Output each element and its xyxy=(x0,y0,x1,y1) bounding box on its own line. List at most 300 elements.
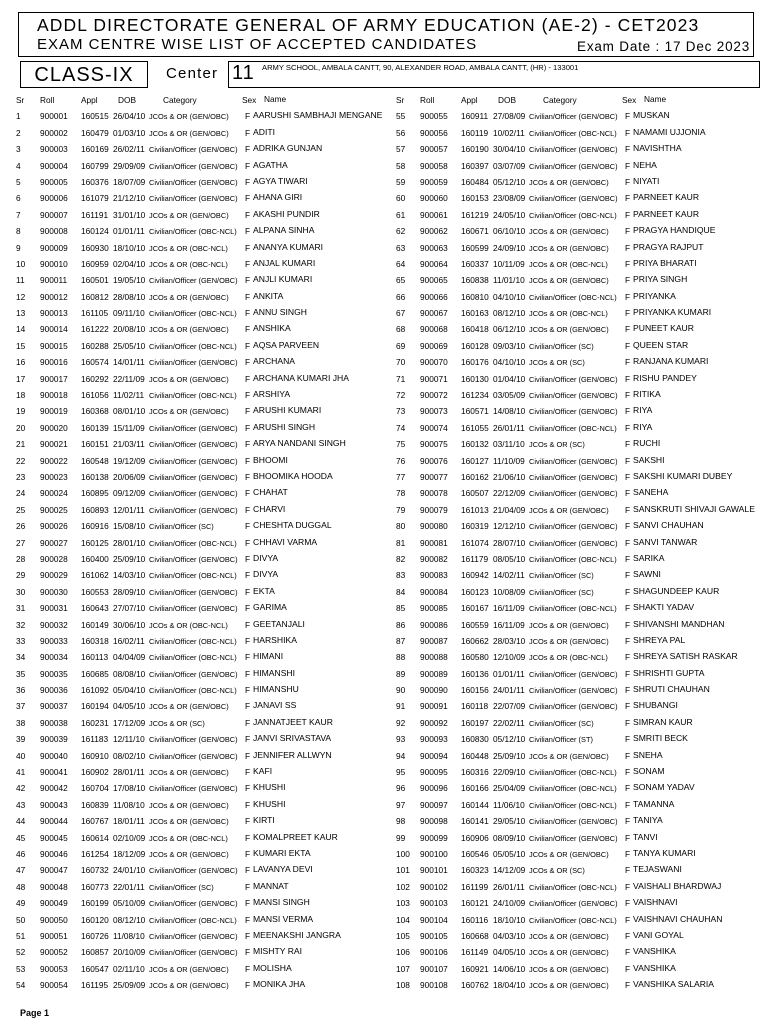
cell-sex: F xyxy=(625,340,631,351)
table-row xyxy=(16,617,399,633)
cell-sr: 32 xyxy=(16,619,26,630)
cell-sex: F xyxy=(625,439,631,450)
cell-sr: 65 xyxy=(396,275,406,286)
cell-roll: 900089 xyxy=(420,668,448,679)
cell-dob: 02/04/10 xyxy=(113,258,146,269)
cell-sr: 73 xyxy=(396,406,406,417)
cell-sr: 88 xyxy=(396,652,406,663)
page-number: Page 1 xyxy=(20,1008,50,1018)
cell-sr: 64 xyxy=(396,258,406,269)
cell-appl: 160156 xyxy=(461,685,489,696)
cell-dob: 19/05/10 xyxy=(113,275,146,286)
cell-appl: 160668 xyxy=(461,930,489,941)
cell-name: ADITI xyxy=(253,126,275,137)
cell-appl: 160176 xyxy=(461,357,489,368)
cell-appl: 160418 xyxy=(461,324,489,335)
cell-roll: 900078 xyxy=(420,488,448,499)
cell-category: JCOs & OR (GEN/OBC) xyxy=(529,276,609,286)
cell-roll: 900098 xyxy=(420,816,448,827)
cell-roll: 900046 xyxy=(40,848,68,859)
cell-name: CHAHAT xyxy=(253,487,288,498)
cell-appl: 160119 xyxy=(461,127,489,138)
cell-sex: F xyxy=(625,455,631,466)
cell-dob: 25/09/10 xyxy=(493,750,526,761)
cell-sr: 63 xyxy=(396,242,406,253)
cell-roll: 900107 xyxy=(420,963,448,974)
cell-appl: 160190 xyxy=(461,144,489,155)
cell-appl: 161079 xyxy=(81,193,109,204)
table-row xyxy=(396,731,768,747)
table-header xyxy=(396,92,768,108)
cell-name: SHAKTI YADAV xyxy=(633,602,695,613)
cell-appl: 160123 xyxy=(461,586,489,597)
cell-roll: 900019 xyxy=(40,406,68,417)
cell-roll: 900055 xyxy=(420,111,448,122)
cell-roll: 900005 xyxy=(40,176,68,187)
table-row xyxy=(16,944,399,960)
cell-appl: 160125 xyxy=(81,537,109,548)
cell-roll: 900104 xyxy=(420,914,448,925)
table-row xyxy=(16,207,399,223)
cell-sex: F xyxy=(625,947,631,958)
cell-roll: 900074 xyxy=(420,422,448,433)
cell-name: RIYA xyxy=(633,405,653,416)
cell-dob: 28/09/10 xyxy=(113,586,146,597)
cell-sr: 80 xyxy=(396,521,406,532)
cell-category: Civilian/Officer (OBC-NCL) xyxy=(529,800,617,810)
cell-name: JANNATJEET KAUR xyxy=(253,716,333,727)
cell-sex: F xyxy=(245,537,251,548)
cell-sex: F xyxy=(245,340,251,351)
table-row xyxy=(16,387,399,403)
cell-name: BHOOMIKA HOODA xyxy=(253,470,333,481)
cell-dob: 09/11/10 xyxy=(113,308,145,319)
cell-sr: 9 xyxy=(16,242,21,253)
cell-sex: F xyxy=(245,406,251,417)
cell-category: Civilian/Officer (GEN/OBC) xyxy=(529,407,618,417)
table-body-right xyxy=(396,108,768,993)
cell-appl: 160902 xyxy=(81,767,109,778)
cell-name: TANYA KUMARI xyxy=(633,847,696,858)
cell-sr: 58 xyxy=(396,160,406,171)
table-row xyxy=(16,420,399,436)
cell-name: CHESHTA DUGGAL xyxy=(253,520,332,531)
table-row xyxy=(396,321,768,337)
cell-dob: 03/07/09 xyxy=(493,160,526,171)
cell-category: JCOs & OR (OBC-NCL) xyxy=(149,833,228,843)
cell-name: KAFI xyxy=(253,766,273,777)
cell-category: Civilian/Officer (OBC-NCL) xyxy=(149,538,237,548)
cell-name: SIMRAN KAUR xyxy=(633,716,693,727)
table-row xyxy=(396,256,768,272)
cell-dob: 16/11/09 xyxy=(493,619,525,630)
cell-sr: 4 xyxy=(16,160,21,171)
document-header xyxy=(18,12,754,57)
cell-roll: 900009 xyxy=(40,242,68,253)
cell-dob: 18/10/10 xyxy=(493,914,526,925)
cell-name: PRIYANKA xyxy=(633,290,676,301)
cell-roll: 900075 xyxy=(420,439,448,450)
cell-roll: 900097 xyxy=(420,799,448,810)
cell-name: SHREYA PAL xyxy=(633,634,686,645)
cell-sr: 98 xyxy=(396,816,406,827)
cell-category: JCOs & OR (GEN/OBC) xyxy=(149,817,229,827)
cell-dob: 24/05/10 xyxy=(493,209,526,220)
cell-dob: 09/03/10 xyxy=(493,340,526,351)
cell-roll: 900010 xyxy=(40,258,68,269)
cell-category: Civilian/Officer (OBC-NCL) xyxy=(149,636,237,646)
cell-sr: 105 xyxy=(396,930,410,941)
cell-dob: 14/12/09 xyxy=(493,865,526,876)
cell-name: AQSA PARVEEN xyxy=(253,339,320,350)
cell-appl: 160906 xyxy=(461,832,489,843)
cell-sr: 53 xyxy=(16,963,26,974)
cell-dob: 01/03/10 xyxy=(113,127,146,138)
cell-category: Civilian/Officer (GEN/OBC) xyxy=(529,522,618,532)
cell-sr: 85 xyxy=(396,603,406,614)
cell-dob: 05/12/10 xyxy=(493,176,526,187)
cell-dob: 03/11/10 xyxy=(493,439,525,450)
cell-roll: 900018 xyxy=(40,390,68,401)
cell-appl: 160127 xyxy=(461,455,489,466)
cell-appl: 160479 xyxy=(81,127,109,138)
cell-dob: 11/06/10 xyxy=(493,799,525,810)
cell-roll: 900022 xyxy=(40,455,68,466)
cell-appl: 160292 xyxy=(81,373,109,384)
cell-appl: 160231 xyxy=(81,717,109,728)
cell-appl: 160559 xyxy=(461,619,489,630)
cell-sex: F xyxy=(245,144,251,155)
cell-category: Civilian/Officer (GEN/OBC) xyxy=(149,899,238,909)
cell-name: SHAGUNDEEP KAUR xyxy=(633,585,720,596)
table-row xyxy=(16,158,399,174)
cell-appl: 161222 xyxy=(81,324,109,335)
cell-category: Civilian/Officer (SC) xyxy=(149,882,214,892)
cell-category: Civilian/Officer (OBC-NCL) xyxy=(149,341,237,351)
cell-category: Civilian/Officer (GEN/OBC) xyxy=(149,276,238,286)
cell-sex: F xyxy=(245,160,251,171)
cell-dob: 04/10/10 xyxy=(493,291,526,302)
table-row xyxy=(16,174,399,190)
cell-dob: 08/01/10 xyxy=(113,406,146,417)
table-row xyxy=(16,797,399,813)
col-sex: Sex xyxy=(622,95,637,105)
cell-sr: 67 xyxy=(396,308,406,319)
cell-dob: 01/04/10 xyxy=(493,373,526,384)
cell-sex: F xyxy=(245,701,251,712)
table-row xyxy=(396,912,768,928)
cell-dob: 18/07/09 xyxy=(113,176,146,187)
cell-sex: F xyxy=(245,619,251,630)
cell-name: MISHTY RAI xyxy=(253,946,303,957)
cell-sex: F xyxy=(625,226,631,237)
cell-sex: F xyxy=(625,373,631,384)
cell-roll: 900033 xyxy=(40,635,68,646)
cell-sr: 62 xyxy=(396,226,406,237)
table-row xyxy=(16,764,399,780)
table-row xyxy=(396,190,768,206)
cell-appl: 160574 xyxy=(81,357,109,368)
cell-dob: 04/03/10 xyxy=(493,930,526,941)
cell-sr: 11 xyxy=(16,275,25,286)
cell-dob: 12/01/11 xyxy=(113,504,145,515)
cell-appl: 160167 xyxy=(461,603,489,614)
table-row xyxy=(16,223,399,239)
exam-date: Exam Date : 17 Dec 2023 xyxy=(577,39,750,54)
cell-roll: 900056 xyxy=(420,127,448,138)
cell-name: NIYATI xyxy=(633,175,660,186)
cell-dob: 28/03/10 xyxy=(493,635,526,646)
cell-sr: 84 xyxy=(396,586,406,597)
cell-dob: 04/05/10 xyxy=(493,947,526,958)
cell-category: JCOs & OR (OBC-NCL) xyxy=(149,620,228,630)
cell-category: JCOs & OR (GEN/OBC) xyxy=(529,505,609,515)
cell-category: Civilian/Officer (OBC-NCL) xyxy=(149,227,237,237)
cell-category: Civilian/Officer (OBC-NCL) xyxy=(529,554,617,564)
cell-dob: 09/12/09 xyxy=(113,488,146,499)
cell-category: JCOs & OR (GEN/OBC) xyxy=(529,636,609,646)
cell-category: Civilian/Officer (OBC-NCL) xyxy=(149,391,237,401)
cell-roll: 900025 xyxy=(40,504,68,515)
cell-dob: 21/03/11 xyxy=(113,439,145,450)
cell-sex: F xyxy=(625,258,631,269)
cell-appl: 160547 xyxy=(81,963,109,974)
candidate-table-right xyxy=(396,92,768,993)
cell-sex: F xyxy=(625,521,631,532)
cell-category: JCOs & OR (GEN/OBC) xyxy=(529,981,609,991)
cell-sex: F xyxy=(625,488,631,499)
cell-name: SMRITI BECK xyxy=(633,733,688,744)
cell-appl: 160376 xyxy=(81,176,109,187)
cell-dob: 15/11/09 xyxy=(113,422,145,433)
cell-sex: F xyxy=(625,734,631,745)
cell-name: JANAVI SS xyxy=(253,700,297,711)
cell-sex: F xyxy=(625,504,631,515)
cell-appl: 160138 xyxy=(81,471,109,482)
cell-name: PRAGYA RAJPUT xyxy=(633,241,704,252)
table-row xyxy=(16,256,399,272)
cell-sex: F xyxy=(245,816,251,827)
table-row xyxy=(396,502,768,518)
col-name: Name xyxy=(644,94,667,104)
table-row xyxy=(396,780,768,796)
cell-roll: 900020 xyxy=(40,422,68,433)
cell-appl: 160141 xyxy=(461,816,489,827)
cell-roll: 900028 xyxy=(40,553,68,564)
cell-dob: 04/10/10 xyxy=(493,357,526,368)
cell-dob: 28/08/10 xyxy=(113,291,146,302)
cell-roll: 900100 xyxy=(420,848,448,859)
cell-sr: 71 xyxy=(396,373,406,384)
table-row xyxy=(396,158,768,174)
cell-category: Civilian/Officer (GEN/OBC) xyxy=(529,161,618,171)
cell-dob: 04/05/10 xyxy=(113,701,146,712)
cell-category: JCOs & OR (GEN/OBC) xyxy=(529,964,609,974)
table-row xyxy=(396,813,768,829)
cell-appl: 160773 xyxy=(81,881,109,892)
table-row xyxy=(16,682,399,698)
cell-roll: 900053 xyxy=(40,963,68,974)
col-name: Name xyxy=(264,94,287,104)
cell-dob: 20/10/09 xyxy=(113,947,146,958)
cell-roll: 900052 xyxy=(40,947,68,958)
center-address: ARMY SCHOOL, AMBALA CANTT, 90, ALEXANDER ROAD, AMBALA CANTT, (HR) - 133001 xyxy=(262,63,579,72)
cell-category: Civilian/Officer (OBC-NCL) xyxy=(529,423,617,433)
table-row xyxy=(396,830,768,846)
cell-sex: F xyxy=(245,685,251,696)
cell-category: Civilian/Officer (GEN/OBC) xyxy=(529,538,618,548)
cell-dob: 26/01/11 xyxy=(493,881,525,892)
cell-name: PRIYANKA KUMARI xyxy=(633,307,712,318)
cell-roll: 900014 xyxy=(40,324,68,335)
cell-sex: F xyxy=(625,553,631,564)
cell-sex: F xyxy=(245,881,251,892)
table-row xyxy=(396,125,768,141)
cell-name: RANJANA KUMARI xyxy=(633,356,709,367)
cell-name: AHANA GIRI xyxy=(253,192,303,203)
cell-sex: F xyxy=(245,652,251,663)
cell-sex: F xyxy=(625,586,631,597)
cell-sex: F xyxy=(245,603,251,614)
table-row xyxy=(396,338,768,354)
cell-sr: 31 xyxy=(16,603,26,614)
directorate-title: ADDL DIRECTORATE GENERAL OF ARMY EDUCATION (AE-2) - CET2023 xyxy=(37,15,700,35)
cell-roll: 900059 xyxy=(420,176,448,187)
cell-name: SAKSHI xyxy=(633,454,665,465)
cell-sr: 42 xyxy=(16,783,26,794)
table-row xyxy=(396,584,768,600)
cell-sr: 15 xyxy=(16,340,26,351)
cell-appl: 161105 xyxy=(81,308,109,319)
table-row xyxy=(396,453,768,469)
cell-category: JCOs & OR (OBC-NCL) xyxy=(529,653,608,663)
table-row xyxy=(396,879,768,895)
cell-roll: 900072 xyxy=(420,390,448,401)
cell-dob: 23/08/09 xyxy=(493,193,526,204)
table-row xyxy=(396,436,768,452)
table-row xyxy=(396,469,768,485)
table-row xyxy=(16,633,399,649)
cell-sr: 41 xyxy=(16,767,26,778)
cell-roll: 900043 xyxy=(40,799,68,810)
cell-appl: 160368 xyxy=(81,406,109,417)
cell-sex: F xyxy=(625,390,631,401)
table-row xyxy=(396,617,768,633)
cell-roll: 900024 xyxy=(40,488,68,499)
cell-dob: 14/01/11 xyxy=(113,357,145,368)
cell-dob: 28/01/10 xyxy=(113,537,146,548)
cell-appl: 160799 xyxy=(81,160,109,171)
cell-sr: 48 xyxy=(16,881,26,892)
table-row xyxy=(396,272,768,288)
cell-sex: F xyxy=(625,291,631,302)
cell-roll: 900016 xyxy=(40,357,68,368)
cell-category: JCOs & OR (SC) xyxy=(149,718,205,728)
cell-sr: 68 xyxy=(396,324,406,335)
cell-roll: 900068 xyxy=(420,324,448,335)
cell-name: JENNIFER ALLWYN xyxy=(253,749,332,760)
table-body-left xyxy=(16,108,399,993)
cell-dob: 06/10/10 xyxy=(493,226,526,237)
cell-category: Civilian/Officer (GEN/OBC) xyxy=(529,194,618,204)
cell-name: SANSKRUTI SHIVAJI GAWALE xyxy=(633,503,755,514)
cell-name: QUEEN STAR xyxy=(633,339,689,350)
cell-sex: F xyxy=(245,439,251,450)
cell-roll: 900062 xyxy=(420,226,448,237)
table-row xyxy=(16,600,399,616)
table-row xyxy=(396,698,768,714)
table-row xyxy=(396,764,768,780)
cell-sex: F xyxy=(625,406,631,417)
cell-appl: 160144 xyxy=(461,799,489,810)
cell-sex: F xyxy=(625,668,631,679)
cell-category: Civilian/Officer (GEN/OBC) xyxy=(529,833,618,843)
cell-sr: 103 xyxy=(396,898,410,909)
cell-appl: 160113 xyxy=(81,652,109,663)
cell-appl: 161062 xyxy=(81,570,109,581)
cell-name: DIVYA xyxy=(253,552,279,563)
cell-roll: 900041 xyxy=(40,767,68,778)
cell-appl: 160732 xyxy=(81,865,109,876)
table-row xyxy=(16,813,399,829)
cell-sex: F xyxy=(245,521,251,532)
cell-sex: F xyxy=(245,668,251,679)
cell-category: Civilian/Officer (GEN/OBC) xyxy=(149,784,238,794)
cell-roll: 900091 xyxy=(420,701,448,712)
cell-name: ARSHIYA xyxy=(253,389,291,400)
cell-roll: 900045 xyxy=(40,832,68,843)
cell-roll: 900082 xyxy=(420,553,448,564)
cell-sex: F xyxy=(625,127,631,138)
table-row xyxy=(396,371,768,387)
cell-dob: 05/10/09 xyxy=(113,898,146,909)
cell-appl: 160812 xyxy=(81,291,109,302)
cell-sex: F xyxy=(245,471,251,482)
cell-dob: 10/08/09 xyxy=(493,586,526,597)
class-label: CLASS-IX xyxy=(20,61,148,88)
cell-category: Civilian/Officer (GEN/OBC) xyxy=(149,554,238,564)
cell-category: JCOs & OR (GEN/OBC) xyxy=(149,374,229,384)
cell-name: RISHU PANDEY xyxy=(633,372,697,383)
cell-sr: 18 xyxy=(16,390,26,401)
cell-sex: F xyxy=(245,930,251,941)
table-row xyxy=(396,485,768,501)
cell-appl: 160671 xyxy=(461,226,489,237)
cell-sex: F xyxy=(245,324,251,335)
table-row xyxy=(16,190,399,206)
cell-category: Civilian/Officer (GEN/OBC) xyxy=(529,489,618,499)
cell-appl: 160169 xyxy=(81,144,109,155)
table-row xyxy=(16,830,399,846)
cell-sex: F xyxy=(245,308,251,319)
cell-appl: 160911 xyxy=(461,111,489,122)
col-sr: Sr xyxy=(396,95,405,105)
cell-dob: 11/08/10 xyxy=(113,799,145,810)
cell-name: SAKSHI KUMARI DUBEY xyxy=(633,470,733,481)
cell-category: JCOs & OR (OBC-NCL) xyxy=(529,309,608,319)
cell-dob: 10/02/11 xyxy=(493,127,525,138)
cell-category: Civilian/Officer (OBC-NCL) xyxy=(149,915,237,925)
cell-category: JCOs & OR (SC) xyxy=(529,440,585,450)
table-row xyxy=(396,387,768,403)
cell-appl: 160921 xyxy=(461,963,489,974)
table-row xyxy=(16,715,399,731)
cell-sr: 76 xyxy=(396,455,406,466)
cell-sr: 99 xyxy=(396,832,406,843)
cell-roll: 900102 xyxy=(420,881,448,892)
cell-sr: 17 xyxy=(16,373,26,384)
cell-name: ARCHANA KUMARI JHA xyxy=(253,372,349,383)
